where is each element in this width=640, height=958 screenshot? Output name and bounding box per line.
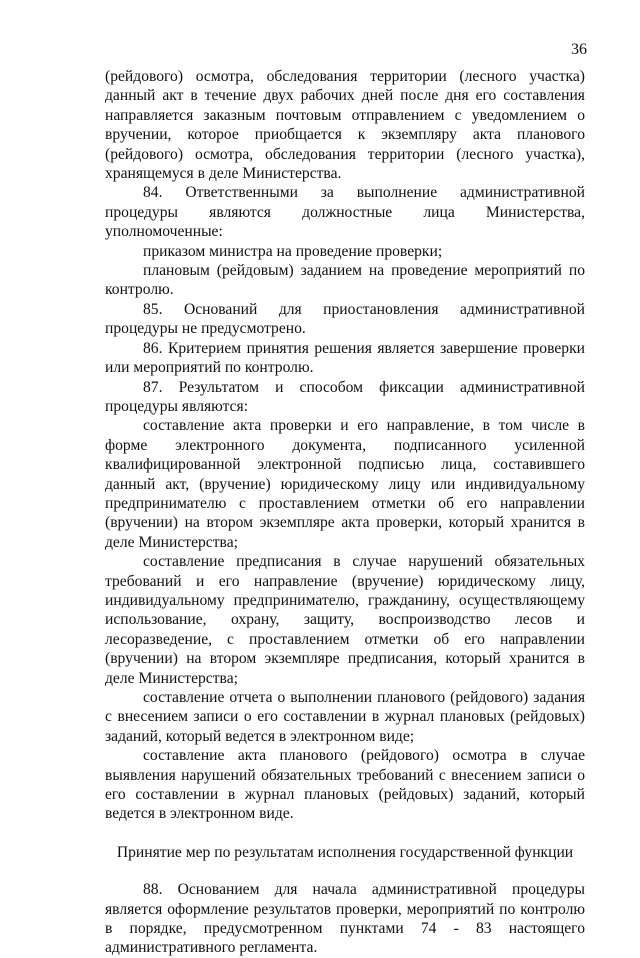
paragraph-87-item-1: составление акта проверки и его направление, в том числе в форме электронного документа, подписанного усиленной квалифицированной электронной подписью лица, составившего данный акт, (вручение) юридическому лицу или индивидуальному предпринимателю с проставлением отметки об его направлении (вручении) на втором экземпляре акта проверки, который хранится в деле Министерства; <box>105 417 585 551</box>
paragraph-87: 87. Результатом и способом фиксации административной процедуры являются: <box>105 378 585 415</box>
paragraph-84: 84. Ответственными за выполнение административной процедуры являются должностные лица Министерства, уполномоченные: <box>105 184 585 241</box>
document-body <box>105 67 585 958</box>
paragraph-85: 85. Оснований для приостановления административной процедуры не предусмотрено. <box>105 300 585 338</box>
paragraph-87-item-2: составление предписания в случае нарушений обязательных требований и его направление (вручение) юридическому лицу, индивидуальному предпринимателю, гражданину, осуществляющему использование, охрану, защиту, воспроизводство лесов и лесоразведение, с проставлением отметки об его направлении (вручении) на втором экземпляре предписания, который хранится в деле Министерства; <box>105 553 585 687</box>
section-heading: Принятие мер по результатам исполнения государственной функции <box>116 843 574 861</box>
page-number: 36 <box>571 41 587 58</box>
paragraph-86: 86. Критерием принятия решения является завершение проверки или мероприятий по контролю. <box>105 339 585 377</box>
paragraph-87-item-4: составление акта планового (рейдового) осмотра в случае выявления нарушений обязательных требований с внесением записи о его составлении в журнал плановых (рейдовых) заданий, который ведется в электронном виде. <box>105 747 585 823</box>
paragraph-84-item-2: плановым (рейдовым) заданием на проведение мероприятий по контролю. <box>105 262 585 299</box>
paragraph-84-item-1: приказом министра на проведение проверки; <box>143 242 443 260</box>
paragraph-87-item-3: составление отчета о выполнении планового (рейдового) задания с внесением записи о его составлении в журнал плановых (рейдовых) заданий, который ведется в электронном виде; <box>105 689 585 745</box>
paragraph-continuation: (рейдового) осмотра, обследования территории (лесного участка) данный акт в течение двух рабочих дней после дня его составления направляется заказным почтовым отправлением с уведомлением о вручении, которое приобщается к экземпляру акта планового (рейдового) осмотра, обследования территории (лесного участка), хранящемуся в деле Министерства. <box>105 68 585 183</box>
paragraph-88: 88. Основанием для начала административной процедуры является оформление результатов проверки, мероприятий по контролю в порядке, предусмотренном пунктами 74 - 83 настоящего административного регламента. <box>105 881 585 957</box>
